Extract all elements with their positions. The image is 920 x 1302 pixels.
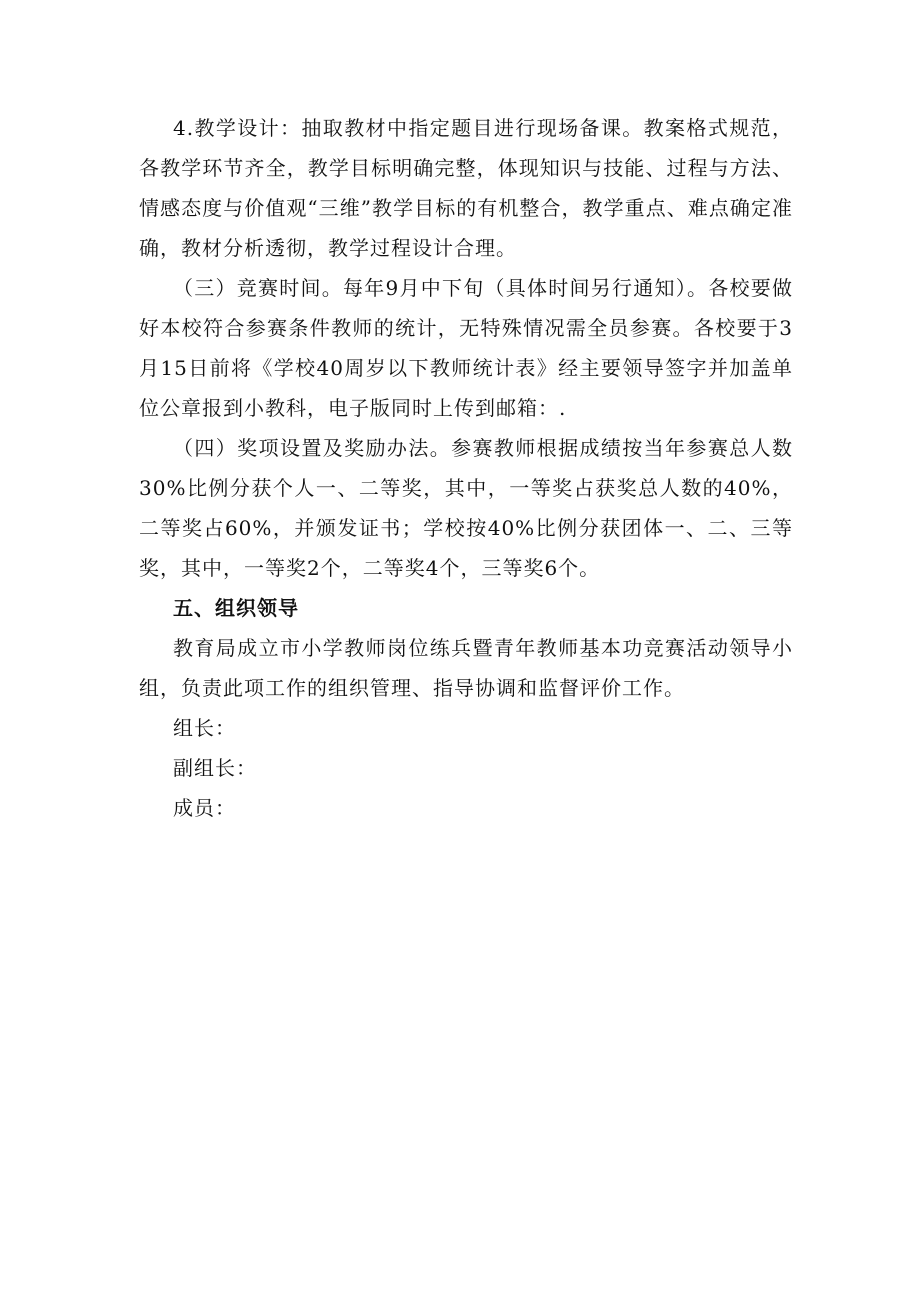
document-body — [139, 108, 793, 828]
label-members: 成员： — [173, 796, 236, 820]
paragraph-teaching-design: 4.教学设计：抽取教材中指定题目进行现场备课。教案格式规范，各教学环节齐全，教学目标明确完整，体现知识与技能、过程与方法、情感态度与价值观“三维”教学目标的有机整合，教学重点、难点确定准确，教材分析透彻，教学过程设计合理。 — [139, 116, 793, 260]
paragraph-competition-time: （三）竞赛时间。每年9月中下旬（具体时间另行通知）。各校要做好本校符合参赛条件教师的统计，无特殊情况需全员参赛。各校要于3月15日前将《学校40周岁以下教师统计表》经主要领导签字并加盖单位公章报到小教科，电子版同时上传到邮箱：. — [139, 276, 793, 420]
label-deputy-leader: 副组长： — [173, 756, 257, 780]
paragraph-leadership-group: 教育局成立市小学教师岗位练兵暨青年教师基本功竞赛活动领导小组，负责此项工作的组织管理、指导协调和监督评价工作。 — [139, 636, 793, 700]
paragraph-awards: （四）奖项设置及奖励办法。参赛教师根据成绩按当年参赛总人数30%比例分获个人一、二等奖，其中，一等奖占获奖总人数的40%，二等奖占60%，并颁发证书；学校按40%比例分获团体一、二、三等奖，其中，一等奖2个，二等奖4个，三等奖6个。 — [139, 436, 793, 580]
section-heading-organization: 五、组织领导 — [173, 596, 299, 620]
label-leader: 组长： — [173, 716, 236, 740]
